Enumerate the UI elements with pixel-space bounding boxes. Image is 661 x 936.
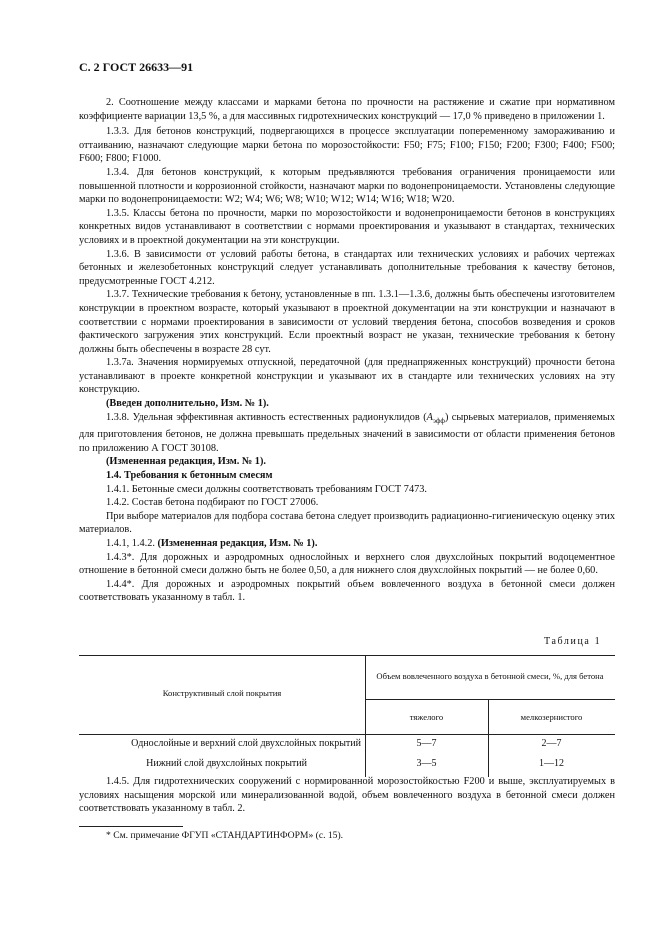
amendment-note-3-ref: 1.4.1, 1.4.2.: [106, 538, 158, 550]
paragraph-1-4-2: 1.4.2. Состав бетона подбирают по ГОСТ 27006.: [106, 497, 319, 509]
paragraph-1-4-5: 1.4.5. Для гидротехнических сооружений с нормированной морозостойкостью F200 и выше, эксплуатируемых в условиях насыщения морской или минерализованной водой, объем вовлеченного воздуха в бетонной смеси должен соответствовать указанному в табл. 2.: [79, 776, 615, 815]
amendment-note-3: [79, 537, 615, 551]
document-body-after-table: [79, 775, 615, 816]
table-row-2-heavy: 3—5: [416, 758, 437, 769]
activity-symbol: A: [426, 411, 433, 423]
table-header-air-volume: Объем вовлеченного воздуха в бетонной смеси, %, для бетона: [376, 671, 604, 681]
table-subheader-rule: [365, 699, 615, 700]
table-header-rule: [79, 734, 615, 735]
table-row-2-layer: Нижний слой двухслойных покрытий: [146, 758, 307, 769]
paragraph-1-3-5: 1.3.5. Классы бетона по прочности, марки по морозостойкости и водонепроницаемости бетонов в конструкциях конкретных видов устанавливают в соответствии с нормами проектирования и указывают в стандартах, технических условиях и в проектной документации на эти конструкции.: [79, 207, 615, 246]
amendment-note-1: (Введен дополнительно, Изм. № 1).: [106, 398, 269, 410]
paragraph-1-3-8: [79, 411, 615, 456]
paragraph-1-3-4: 1.3.4. Для бетонов конструкций, к которым предъявляются требования ограничения проницаемости или повышенной плотности и коррозионной стойкости, назначают марки по водонепроницаемости. Установлены следующие марки по водонепроницаемости: W2; W4; W6; W8; W10; W12; W14; W16; W18; W20.: [79, 166, 615, 206]
paragraph-1-4-4: 1.4.4*. Для дорожных и аэродромных покрытий объем вовлеченного воздуха в бетонной смеси должен соответствовать указанному в табл. 1.: [79, 578, 615, 604]
footnote-rule: [79, 826, 183, 827]
paragraph-2: 2. Соотношение между классами и марками бетона по прочности на растяжение и сжатие при нормативном коэффициенте вариации 13,5 %, а для массивных гидротехнических конструкций — 17,0 % приведено в приложении 1.: [79, 97, 615, 122]
paragraph-1-3-8-start: 1.3.8. Удельная эффективная активность естественных радионуклидов (: [106, 411, 427, 423]
table-row-1-fine: 2—7: [541, 738, 562, 749]
activity-subscript: эфф: [432, 416, 445, 425]
paragraph-1-3-3: 1.3.3. Для бетонов конструкций, подвергающихся в процессе эксплуатации попеременному замораживанию и оттаиванию, назначают следующие марки бетона по морозостойкости: F50; F75; F100; F150; F200; F300; F400; F500; F600; F800; F1000.: [79, 126, 615, 165]
table-subheader-fine: мелкозернистого: [520, 712, 583, 722]
table-row-1-heavy: 5—7: [416, 738, 437, 749]
amendment-note-2: (Измененная редакция, Изм. № 1).: [106, 456, 266, 468]
section-heading-1-4: 1.4. Требования к бетонным смесям: [106, 470, 273, 482]
amendment-note-3-text: (Измененная редакция, Изм. № 1).: [157, 538, 318, 550]
paragraph-1-4-2-continued: При выборе материалов для подбора состава бетона следует производить радиационно-гигиеническую оценку этих материалов.: [79, 510, 615, 536]
footnote: * См. примечание ФГУП «СТАНДАРТИНФОРМ» (с. 15).: [106, 830, 344, 841]
table-header-layer: Конструктивный слой покрытия: [162, 688, 282, 698]
table-subheader-heavy: тяжелого: [409, 712, 444, 722]
table-caption: Таблица 1: [544, 636, 602, 647]
paragraph-1-3-7: 1.3.7. Технические требования к бетону, установленные в пп. 1.3.1—1.3.6, должны быть обеспечены изготовителем конструкции в проектном возрасте, который указывают в проектной документации на эти конструкции и назначают в соответствии с нормами проектирования в зависимости от условий твердения бетона, способов возведения и сроков фактического загружения этих конструкций. Если проектный возраст не указан, технические требования к бетону должны быть обеспечены в возрасте 28 сут.: [79, 289, 615, 355]
paragraph-1-4-1: 1.4.1. Бетонные смеси должны соответствовать требованиям ГОСТ 7473.: [106, 483, 427, 495]
paragraph-1-3-8-end: ) сырьевых материалов, применяемых для приготовления бетонов, не должна превышать предельных значений в зависимости от области применения бетонов по приложению А ГОСТ 30108.: [79, 411, 615, 454]
paragraph-1-3-6: 1.3.6. В зависимости от условий работы бетона, в стандартах или технических условиях и рабочих чертежах бетонных и железобетонных конструкций следует устанавливать дополнительные требования к качеству бетонов, предусмотренные ГОСТ 4.212.: [79, 248, 615, 287]
page-header: С. 2 ГОСТ 26633—91: [79, 60, 194, 74]
table-top-rule: [79, 655, 615, 656]
document-body: [79, 96, 615, 605]
table-row-1-layer: Однослойные и верхний слой двухслойных покрытий: [131, 738, 361, 749]
paragraph-1-4-3: 1.4.3*. Для дорожных и аэродромных однослойных и верхнего слоя двухслойных покрытий водоцементное отношение в бетонной смеси должно быть не более 0,50, а для нижнего слоя двухслойных покрытий — не более 0,60.: [79, 551, 615, 577]
paragraph-1-3-7a: 1.3.7а. Значения нормируемых отпускной, передаточной (для преднапряженных конструкций) прочности бетона устанавливают в проекте конкретной конструкции и указывают их в стандарте или технических условиях на эту конструкцию.: [79, 357, 615, 396]
table-row-2-fine: 1—12: [539, 758, 564, 769]
